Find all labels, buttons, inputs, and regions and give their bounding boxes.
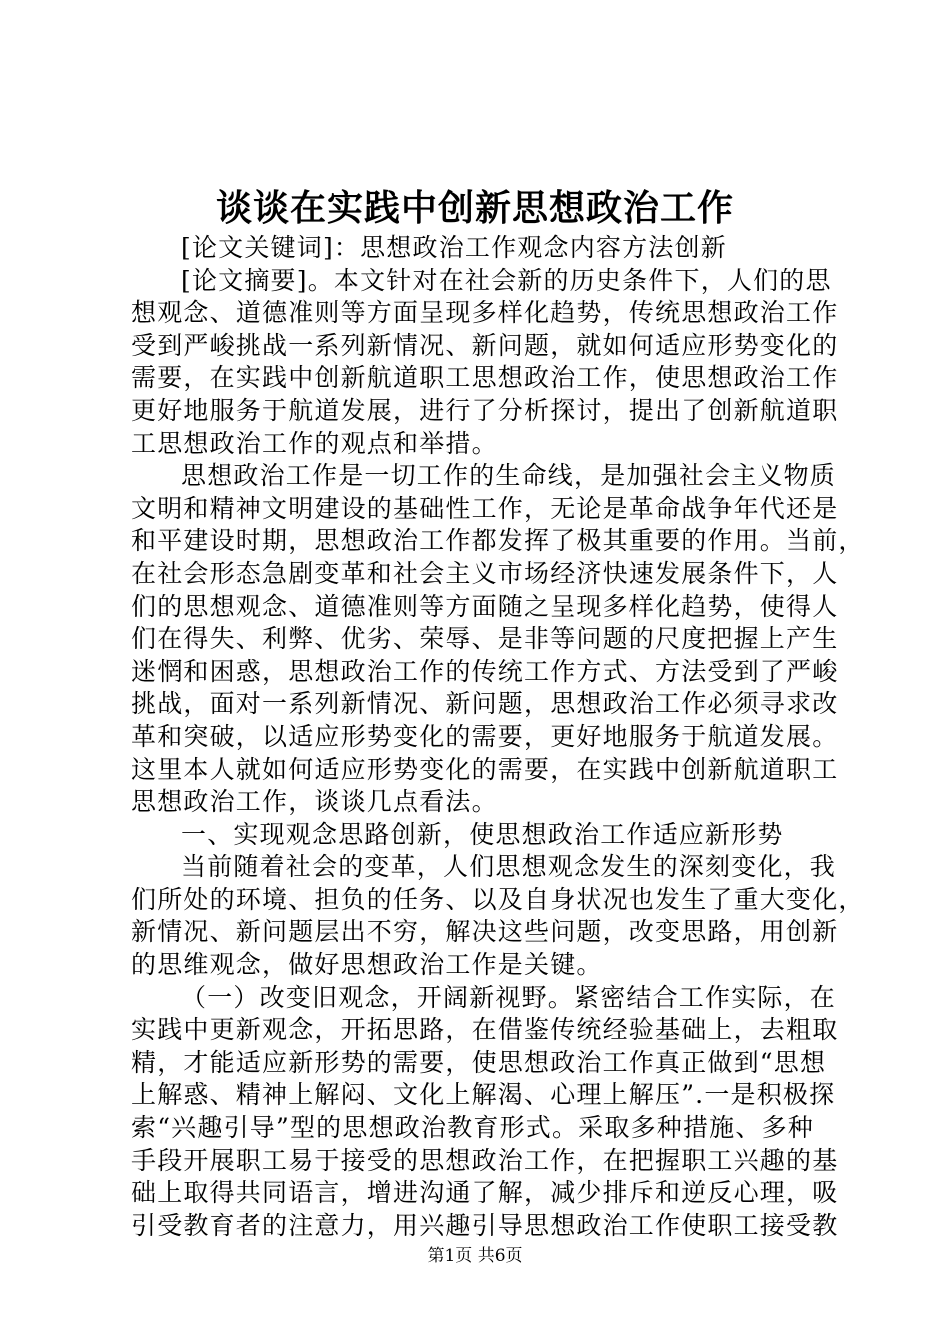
paragraph-line: 上解惑、精神上解闷、文化上解渴、心理上解压”.一是积极探 [131, 1080, 836, 1110]
paragraph-line: 挑战，面对一系列新情况、新问题，思想政治工作必须寻求改 [131, 689, 839, 719]
paragraph-line: 在社会形态急剧变革和社会主义市场经济快速发展条件下，人 [131, 558, 839, 588]
paragraph-line: 新情况、新问题层出不穷，解决这些问题，改变思路，用创新 [131, 917, 839, 947]
abstract-line: 需要，在实践中创新航道职工思想政治工作，使思想政治工作 [131, 363, 839, 393]
abstract-line: 工思想政治工作的观点和举措。 [131, 428, 498, 458]
paragraph-line: 这里本人就如何适应形势变化的需要，在实践中创新航道职工 [131, 754, 839, 784]
paragraph-line: 和平建设时期，思想政治工作都发挥了极其重要的作用。当前， [131, 526, 865, 556]
page-number-footer: 第1页 共6页 [427, 1246, 523, 1266]
paragraph-line: 们所处的环境、担负的任务、以及自身状况也发生了重大变化， [131, 884, 865, 914]
paragraph-line: 思想政治工作是一切工作的生命线，是加强社会主义物质 [181, 461, 837, 491]
paragraph-line: 思想政治工作，谈谈几点看法。 [131, 787, 498, 817]
abstract-line: [论文摘要]。本文针对在社会新的历史条件下，人们的思 [181, 265, 832, 295]
paragraph-line: 们的思想观念、道德准则等方面随之呈现多样化趋势，使得人 [131, 591, 839, 621]
paragraph-line: 实践中更新观念，开拓思路，在借鉴传统经验基础上，去粗取 [131, 1015, 839, 1045]
subsection-line: （一）改变旧观念，开阔新视野。紧密结合工作实际，在 [181, 982, 837, 1012]
paragraph-line: 础上取得共同语言，增进沟通了解，减少排斥和逆反心理，吸 [131, 1178, 839, 1208]
section-heading: 一、实现观念思路创新，使思想政治工作适应新形势 [181, 819, 784, 849]
abstract-line: 想观念、道德准则等方面呈现多样化趋势，传统思想政治工作 [131, 298, 839, 328]
paragraph-line: 当前随着社会的变革，人们思想观念发生的深刻变化，我 [181, 852, 837, 882]
paragraph-line: 迷惘和困惑，思想政治工作的传统工作方式、方法受到了严峻 [131, 656, 839, 686]
paragraph-line: 文明和精神文明建设的基础性工作，无论是革命战争年代还是 [131, 493, 839, 523]
document-title: 谈谈在实践中创新思想政治工作 [215, 187, 734, 229]
keywords-line: [论文关键词]：思想政治工作观念内容方法创新 [181, 233, 727, 262]
paragraph-line: 精，才能适应新形势的需要，使思想政治工作真正做到“思想 [131, 1047, 827, 1077]
document-body [131, 232, 865, 1242]
paragraph-line: 索“兴趣引导”型的思想政治教育形式。采取多种措施、多种 [131, 1113, 814, 1143]
paragraph-line: 引受教育者的注意力，用兴趣引导思想政治工作使职工接受教 [131, 1210, 839, 1240]
paragraph-line: 手段开展职工易于接受的思想政治工作，在把握职工兴趣的基 [131, 1145, 839, 1175]
paragraph-line: 革和突破，以适应形势变化的需要，更好地服务于航道发展。 [131, 721, 839, 751]
paragraph-line: 们在得失、利弊、优劣、荣辱、是非等问题的尺度把握上产生 [131, 624, 839, 654]
abstract-line: 受到严峻挑战一系列新情况、新问题，就如何适应形势变化的 [131, 330, 839, 360]
paragraph-line: 的思维观念，做好思想政治工作是关键。 [131, 950, 603, 980]
abstract-line: 更好地服务于航道发展，进行了分析探讨，提出了创新航道职 [131, 395, 839, 425]
